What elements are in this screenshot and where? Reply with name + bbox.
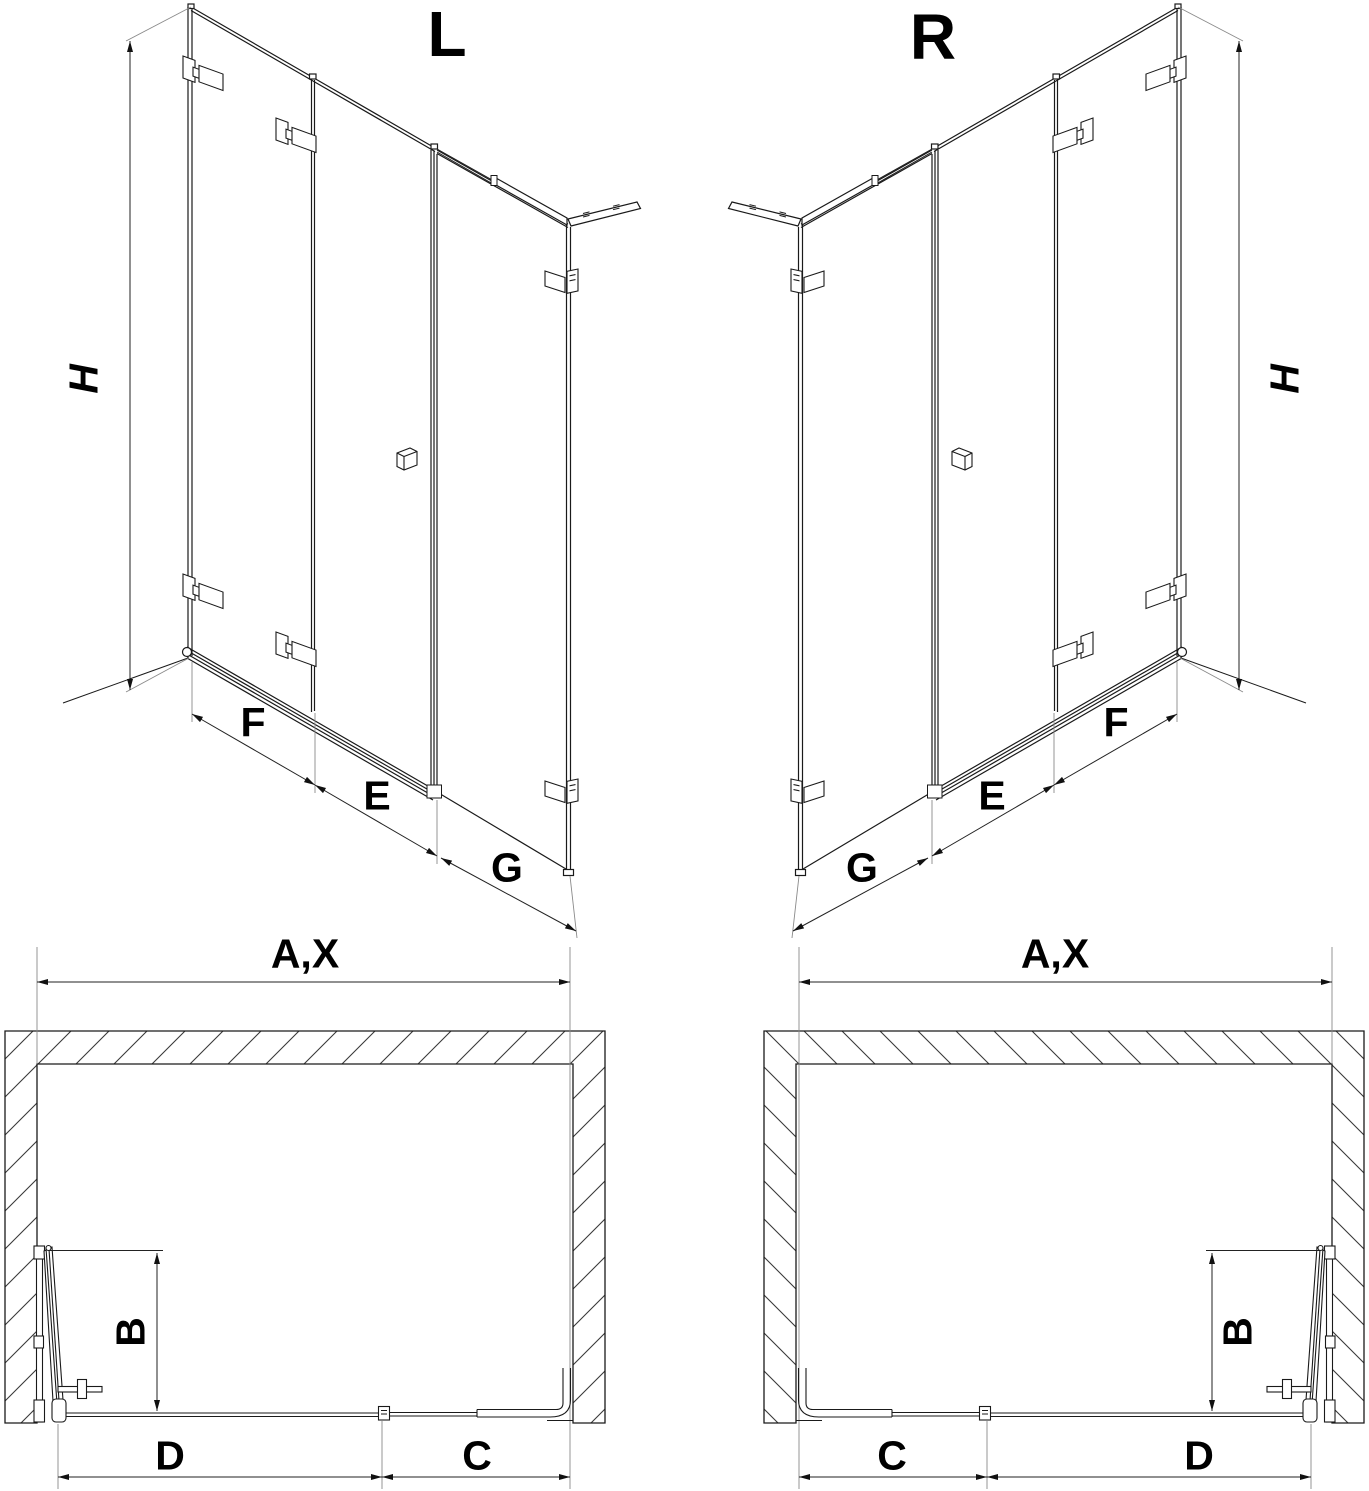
door-span-label-left: D [155,1432,185,1479]
fixed-span-label-right: C [877,1432,907,1479]
height-dim-label-right: H [1261,364,1308,394]
height-dim-label-left: H [60,364,107,394]
width-dim-label-right: A,X [1020,930,1090,977]
width-dim-label-left: A,X [270,930,340,977]
depth-dim-label-right: B [1214,1317,1261,1347]
segment-e-label-left: E [363,772,391,819]
segment-e-label-right: E [978,772,1006,819]
variant-label-left: L [427,0,467,70]
segment-g-label-right: G [846,844,878,891]
iso-view-right [729,1,1307,938]
segment-f-label-left: F [240,699,266,746]
fixed-span-label-left: C [462,1432,492,1479]
plan-view-left [5,947,605,1489]
variant-label-right: R [909,1,957,73]
door-span-label-right: D [1184,1432,1214,1479]
depth-dim-label-left: B [107,1317,154,1347]
iso-view-left [60,0,641,938]
segment-g-label-left: G [491,844,523,891]
segment-f-label-right: F [1103,699,1129,746]
plan-view-right [764,947,1364,1489]
